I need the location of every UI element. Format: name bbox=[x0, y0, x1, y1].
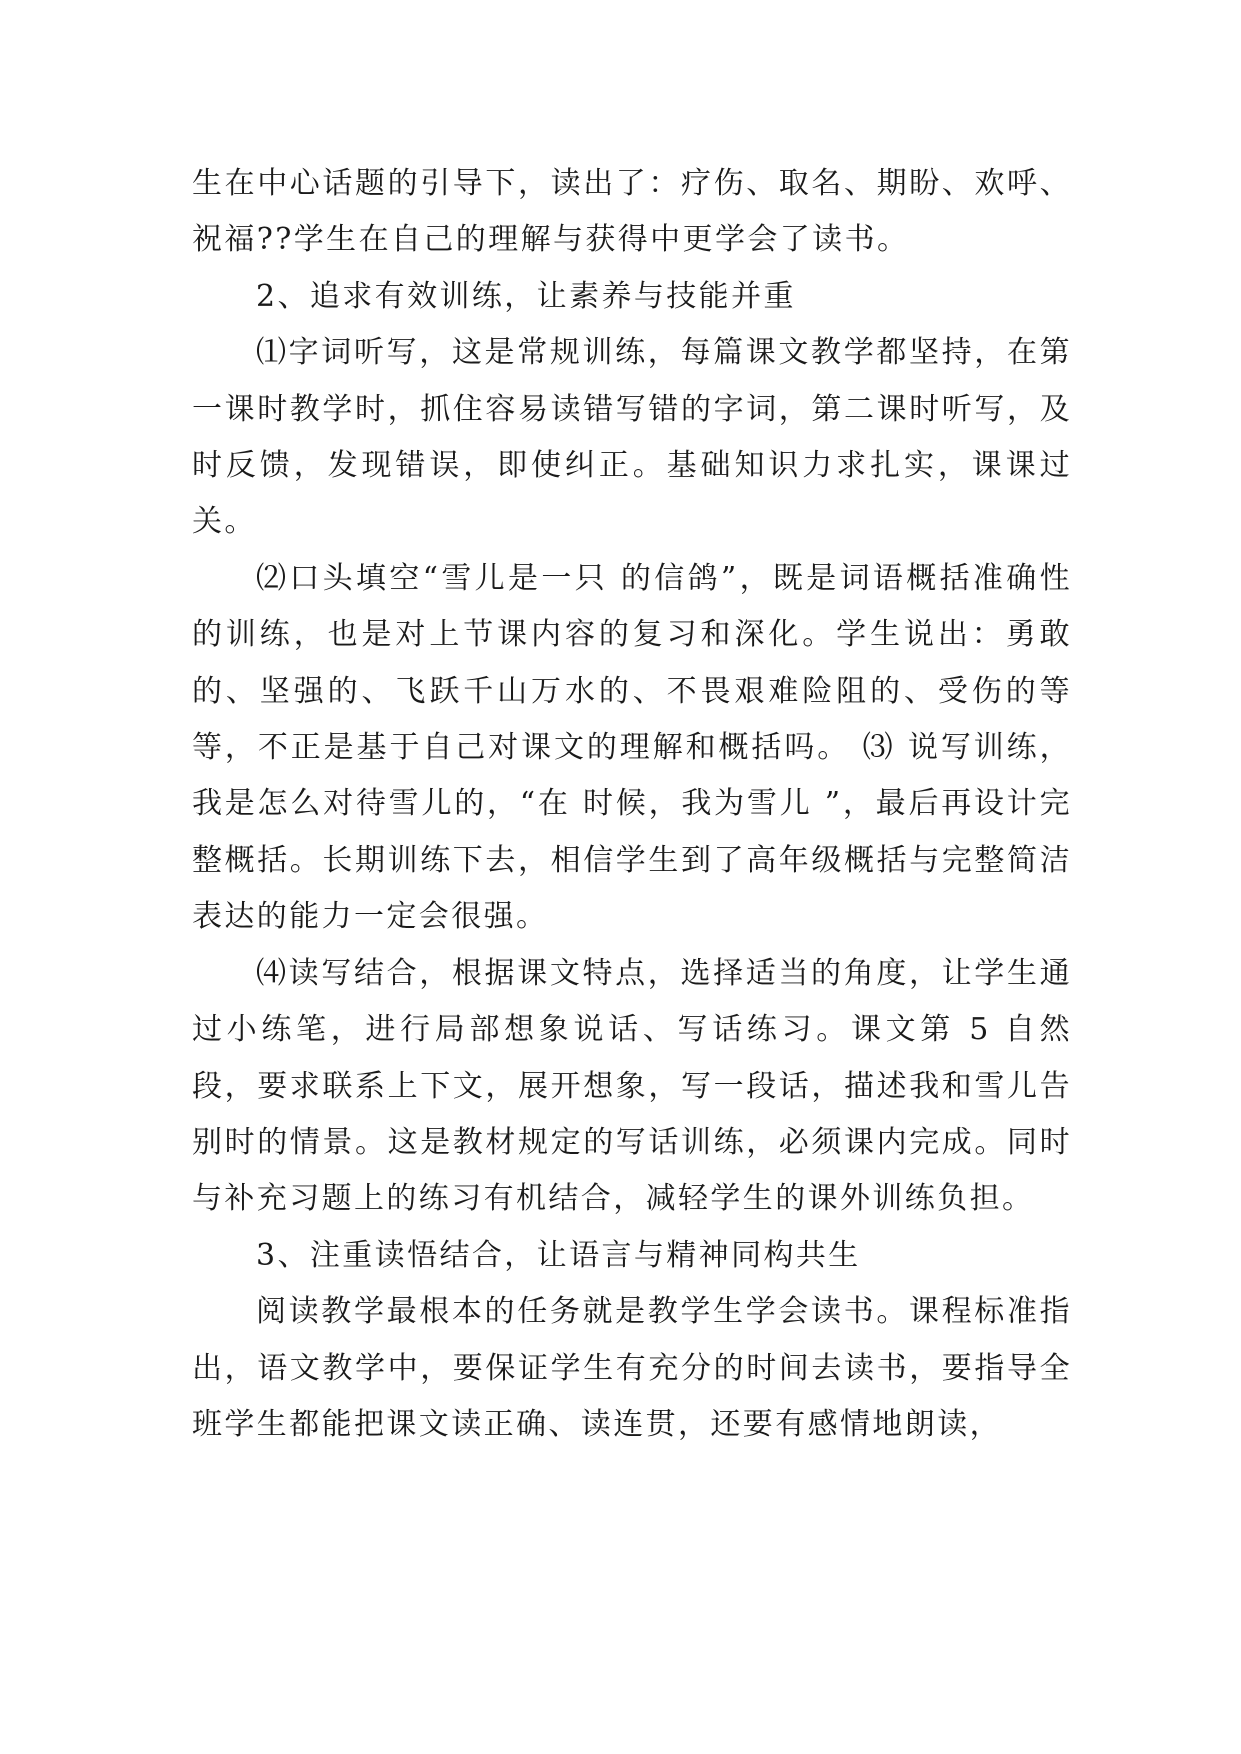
section-heading-3: 3、注重读悟结合，让语言与精神同构共生 bbox=[256, 1237, 861, 1273]
paragraph-item-2-3: ⑵口头填空“雪儿是一只 的信鸽”，既是词语概括准确性的训练，也是对上节课内容的复习和深化。学生说出：勇敢的、坚强的、飞跃千山万水的、不畏艰难险阻的、受伤的等等，不正是基于自己对课文的理解和概括吗。 ⑶ 说写训练，我是怎么对待雪儿的，“在 时候，我为雪儿 ”，最后再设计完整概括。长期训练下去，相信学生到了高年级概括与完整简洁表达的能力一定会很强。 bbox=[192, 560, 1072, 935]
section-heading-2: 2、追求有效训练，让素养与技能并重 bbox=[256, 278, 796, 314]
paragraph-reading: 阅读教学最根本的任务就是教学生学会读书。课程标准指出，语文教学中，要保证学生有充分的时间去读书，要指导全班学生都能把课文读正确、读连贯，还要有感情地朗读， bbox=[192, 1294, 1072, 1442]
paragraph-item-4: ⑷读写结合，根据课文特点，选择适当的角度，让学生通过小练笔，进行局部想象说话、写话练习。课文第 5 自然段，要求联系上下文，展开想象，写一段话，描述我和雪儿告别时的情景。这是教材规定的写话训练，必须课内完成。同时与补充习题上的练习有机结合，减轻学生的课外训练负担。 bbox=[192, 955, 1072, 1217]
document-body bbox=[192, 156, 1072, 1453]
paragraph-item-1: ⑴字词听写，这是常规训练，每篇课文教学都坚持，在第一课时教学时，抓住容易读错写错的字词，第二课时听写，及时反馈，发现错误，即使纠正。基础知识力求扎实，课课过关。 bbox=[192, 335, 1072, 540]
paragraph-continuation: 生在中心话题的引导下，读出了：疗伤、取名、期盼、欢呼、祝福??学生在自己的理解与获得中更学会了读书。 bbox=[192, 166, 1072, 258]
